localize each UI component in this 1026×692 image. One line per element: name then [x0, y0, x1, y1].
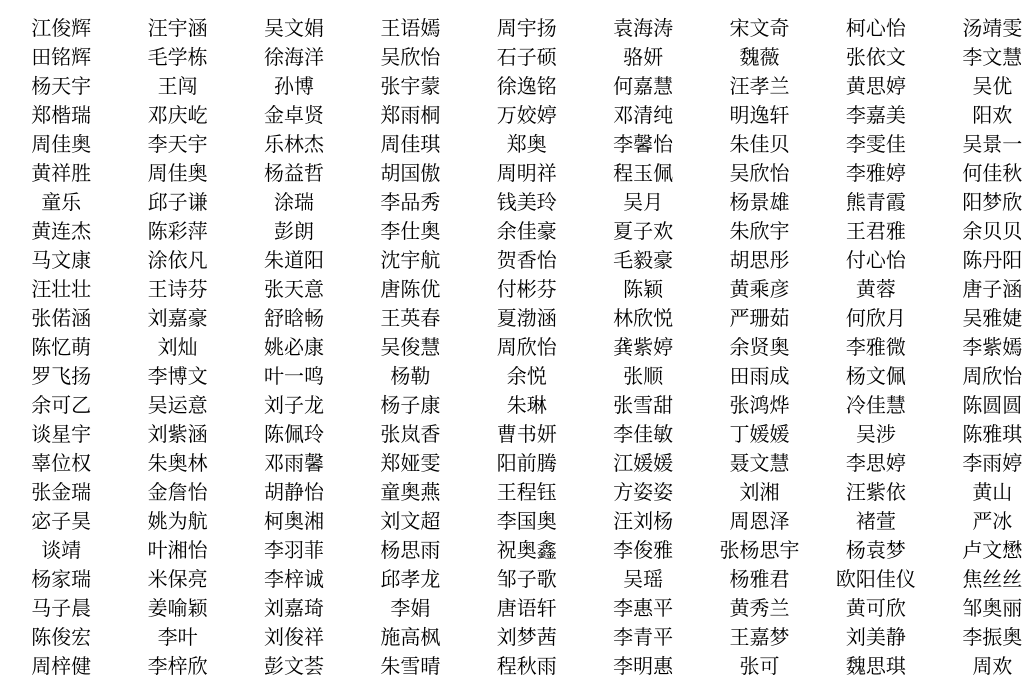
- name-cell: 辜位权: [31, 450, 92, 475]
- name-cell: 周佳琪: [380, 131, 441, 156]
- name-cell: 陈雅琪: [962, 421, 1023, 446]
- name-cell: 邱孝龙: [380, 566, 441, 591]
- name-cell: 严珊茹: [729, 305, 790, 330]
- name-cell: 涂依凡: [147, 247, 208, 272]
- name-cell: 唐陈优: [380, 276, 441, 301]
- name-cell: 郑娅雯: [380, 450, 441, 475]
- name-cell: 姚必康: [263, 334, 324, 359]
- name-cell: 黄蓉: [855, 276, 896, 301]
- name-cell: 杨天宇: [31, 73, 92, 98]
- name-cell: 李叶: [157, 624, 198, 649]
- name-cell: 李品秀: [380, 189, 441, 214]
- name-cell: 李俊雅: [613, 537, 674, 562]
- name-cell: 龚紫婷: [613, 334, 674, 359]
- name-cell: 马文康: [31, 247, 92, 272]
- name-cell: 吴运意: [147, 392, 208, 417]
- name-cell: 陈佩玲: [263, 421, 324, 446]
- name-cell: 李明惠: [613, 653, 674, 678]
- name-cell: 程秋雨: [496, 653, 557, 678]
- name-cell: 吴景一: [962, 131, 1023, 156]
- name-cell: 刘嘉琦: [263, 595, 324, 620]
- name-cell: 吴文娟: [263, 15, 324, 40]
- name-cell: 朱奥林: [147, 450, 208, 475]
- name-cell: 钱美玲: [496, 189, 557, 214]
- name-cell: 付彬芬: [496, 276, 557, 301]
- name-cell: 张顺: [623, 363, 664, 388]
- name-cell: 周欣怡: [962, 363, 1023, 388]
- name-cell: 汪孝兰: [729, 73, 790, 98]
- name-cell: 李雅婷: [845, 160, 906, 185]
- name-cell: 魏薇: [739, 44, 780, 69]
- name-cell: 褚萱: [855, 508, 896, 533]
- name-cell: 徐逸铭: [496, 73, 557, 98]
- name-cell: 张岚香: [380, 421, 441, 446]
- name-cell: 杨文佩: [845, 363, 906, 388]
- name-cell: 沈宇航: [380, 247, 441, 272]
- name-cell: 何欣月: [845, 305, 906, 330]
- name-cell: 李天宇: [147, 131, 208, 156]
- name-cell: 黄乘彦: [729, 276, 790, 301]
- name-cell: 夏渤涵: [496, 305, 557, 330]
- name-cell: 田雨成: [729, 363, 790, 388]
- name-cell: 吴欣怡: [380, 44, 441, 69]
- name-cell: 王程钰: [496, 479, 557, 504]
- name-cell: 王诗芬: [147, 276, 208, 301]
- name-cell: 涂瑞: [273, 189, 314, 214]
- name-cell: 张天意: [263, 276, 324, 301]
- name-cell: 宓子昊: [31, 508, 92, 533]
- name-cell: 唐子涵: [962, 276, 1023, 301]
- name-cell: 聂文慧: [729, 450, 790, 475]
- name-cell: 黄山: [972, 479, 1013, 504]
- name-cell: 黄可欣: [845, 595, 906, 620]
- name-cell: 魏思琪: [845, 653, 906, 678]
- name-cell: 张金瑞: [31, 479, 92, 504]
- name-cell: 杨袁梦: [845, 537, 906, 562]
- name-cell: 汪刘杨: [613, 508, 674, 533]
- name-cell: 李雯佳: [845, 131, 906, 156]
- name-cell: 李嘉美: [845, 102, 906, 127]
- name-cell: 田铭辉: [31, 44, 92, 69]
- name-cell: 张鸿烨: [729, 392, 790, 417]
- name-cell: 张杨思宇: [719, 537, 800, 562]
- name-cell: 余贤奥: [729, 334, 790, 359]
- name-cell: 金卓贤: [263, 102, 324, 127]
- name-cell: 陈忆萌: [31, 334, 92, 359]
- name-cell: 郑雨桐: [380, 102, 441, 127]
- name-cell: 张依文: [845, 44, 906, 69]
- name-cell: 李思婷: [845, 450, 906, 475]
- name-cell: 周欣怡: [496, 334, 557, 359]
- name-cell: 李青平: [613, 624, 674, 649]
- name-cell: 朱欣宇: [729, 218, 790, 243]
- name-cell: 周梓健: [31, 653, 92, 678]
- name-cell: 陈彩萍: [147, 218, 208, 243]
- name-cell: 余悦: [506, 363, 547, 388]
- name-cell: 邓庆屹: [147, 102, 208, 127]
- name-cell: 汪紫依: [845, 479, 906, 504]
- name-cell: 刘灿: [157, 334, 198, 359]
- name-cell: 刘子龙: [263, 392, 324, 417]
- name-cell: 王语嫣: [380, 15, 441, 40]
- name-cell: 朱雪晴: [380, 653, 441, 678]
- name-cell: 周佳奥: [147, 160, 208, 185]
- name-cell: 吴优: [972, 73, 1013, 98]
- name-cell: 李博文: [147, 363, 208, 388]
- name-cell: 马子晨: [31, 595, 92, 620]
- name-cell: 孙博: [273, 73, 314, 98]
- name-cell: 陈俊宏: [31, 624, 92, 649]
- name-cell: 阳欢: [972, 102, 1013, 127]
- name-cell: 陈丹阳: [962, 247, 1023, 272]
- name-cell: 焦丝丝: [962, 566, 1023, 591]
- name-cell: 徐海洋: [263, 44, 324, 69]
- name-cell: 邹子歌: [496, 566, 557, 591]
- name-cell: 刘嘉豪: [147, 305, 208, 330]
- name-cell: 明逸轩: [729, 102, 790, 127]
- name-cell: 王英春: [380, 305, 441, 330]
- name-cell: 何嘉慧: [613, 73, 674, 98]
- name-cell: 胡思彤: [729, 247, 790, 272]
- name-cell: 杨勒: [390, 363, 431, 388]
- name-cell: 李梓诚: [263, 566, 324, 591]
- name-cell: 方姿姿: [613, 479, 674, 504]
- name-cell: 祝奥鑫: [496, 537, 557, 562]
- name-cell: 李雨婷: [962, 450, 1023, 475]
- name-cell: 余贝贝: [962, 218, 1023, 243]
- name-cell: 付心怡: [845, 247, 906, 272]
- name-cell: 张偌涵: [31, 305, 92, 330]
- name-cell: 柯奥湘: [263, 508, 324, 533]
- name-cell: 郑楷瑞: [31, 102, 92, 127]
- name-cell: 袁海涛: [613, 15, 674, 40]
- name-cell: 李馨怡: [613, 131, 674, 156]
- name-cell: 刘美静: [845, 624, 906, 649]
- name-cell: 柯心怡: [845, 15, 906, 40]
- name-cell: 冷佳慧: [845, 392, 906, 417]
- name-cell: 吴俊慧: [380, 334, 441, 359]
- name-cell: 胡静怡: [263, 479, 324, 504]
- name-cell: 童奥燕: [380, 479, 441, 504]
- name-cell: 何佳秋: [962, 160, 1023, 185]
- name-cell: 胡国傲: [380, 160, 441, 185]
- name-cell: 丁媛媛: [729, 421, 790, 446]
- name-cell: 周恩泽: [729, 508, 790, 533]
- name-cell: 黄秀兰: [729, 595, 790, 620]
- name-cell: 张可: [739, 653, 780, 678]
- name-cell: 彭文荟: [263, 653, 324, 678]
- name-cell: 刘梦茜: [496, 624, 557, 649]
- name-cell: 陈颖: [623, 276, 664, 301]
- name-cell: 童乐: [41, 189, 82, 214]
- name-cell: 宋文奇: [729, 15, 790, 40]
- name-cell: 吴欣怡: [729, 160, 790, 185]
- name-cell: 张宇蒙: [380, 73, 441, 98]
- name-cell: 阳梦欣: [962, 189, 1023, 214]
- name-cell: 刘文超: [380, 508, 441, 533]
- name-cell: 阳前腾: [496, 450, 557, 475]
- name-cell: 姚为航: [147, 508, 208, 533]
- name-cell: 刘紫涵: [147, 421, 208, 446]
- name-cell: 黄连杰: [31, 218, 92, 243]
- name-cell: 李紫嫣: [962, 334, 1023, 359]
- name-cell: 吴瑶: [623, 566, 664, 591]
- name-cell: 夏子欢: [613, 218, 674, 243]
- name-cell: 杨思雨: [380, 537, 441, 562]
- name-cell: 严冰: [972, 508, 1013, 533]
- name-cell: 熊青霞: [845, 189, 906, 214]
- name-cell: 吴雅婕: [962, 305, 1023, 330]
- name-cell: 叶湘怡: [147, 537, 208, 562]
- name-cell: 李佳敏: [613, 421, 674, 446]
- name-cell: 余佳豪: [496, 218, 557, 243]
- name-cell: 谈靖: [41, 537, 82, 562]
- name-cell: 李梓欣: [147, 653, 208, 678]
- name-cell: 杨家瑞: [31, 566, 92, 591]
- name-cell: 毛毅豪: [613, 247, 674, 272]
- name-cell: 贺香怡: [496, 247, 557, 272]
- name-cell: 施高枫: [380, 624, 441, 649]
- name-cell: 林欣悦: [613, 305, 674, 330]
- name-cell: 江媛媛: [613, 450, 674, 475]
- name-cell: 万姣婷: [496, 102, 557, 127]
- name-cell: 谈星宇: [31, 421, 92, 446]
- name-cell: 舒晗畅: [263, 305, 324, 330]
- name-cell: 周宇扬: [496, 15, 557, 40]
- name-cell: 罗飞扬: [31, 363, 92, 388]
- name-cell: 朱佳贝: [729, 131, 790, 156]
- name-cell: 金詹怡: [147, 479, 208, 504]
- name-cell: 刘湘: [739, 479, 780, 504]
- name-cell: 郑奥: [506, 131, 547, 156]
- name-cell: 江俊辉: [31, 15, 92, 40]
- name-cell: 李振奥: [962, 624, 1023, 649]
- name-cell: 李羽菲: [263, 537, 324, 562]
- name-cell: 李惠平: [613, 595, 674, 620]
- name-cell: 杨益哲: [263, 160, 324, 185]
- name-cell: 黄祥胜: [31, 160, 92, 185]
- name-cell: 周欢: [972, 653, 1013, 678]
- name-cell: 李仕奥: [380, 218, 441, 243]
- name-cell: 刘俊祥: [263, 624, 324, 649]
- name-cell: 李雅微: [845, 334, 906, 359]
- name-cell: 石子硕: [496, 44, 557, 69]
- name-cell: 杨子康: [380, 392, 441, 417]
- name-cell: 王嘉梦: [729, 624, 790, 649]
- name-cell: 彭朗: [273, 218, 314, 243]
- name-cell: 姜喻颖: [147, 595, 208, 620]
- name-cell: 乐林杰: [263, 131, 324, 156]
- name-cell: 杨景雄: [729, 189, 790, 214]
- name-cell: 周佳奥: [31, 131, 92, 156]
- name-cell: 骆妍: [623, 44, 664, 69]
- name-cell: 王君雅: [845, 218, 906, 243]
- name-cell: 周明祥: [496, 160, 557, 185]
- name-cell: 卢文懋: [962, 537, 1023, 562]
- name-cell: 李娟: [390, 595, 431, 620]
- name-cell: 毛学栋: [147, 44, 208, 69]
- name-cell: 李国奥: [496, 508, 557, 533]
- name-cell: 杨雅君: [729, 566, 790, 591]
- name-cell: 吴涉: [855, 421, 896, 446]
- name-cell: 张雪甜: [613, 392, 674, 417]
- name-cell: 米保亮: [147, 566, 208, 591]
- name-cell: 曹书妍: [496, 421, 557, 446]
- name-cell: 邹奥丽: [962, 595, 1023, 620]
- name-cell: 程玉佩: [613, 160, 674, 185]
- name-cell: 邓清纯: [613, 102, 674, 127]
- name-cell: 李文慧: [962, 44, 1023, 69]
- name-cell: 唐语轩: [496, 595, 557, 620]
- name-cell: 朱道阳: [263, 247, 324, 272]
- name-cell: 汪壮壮: [31, 276, 92, 301]
- name-cell: 王闯: [157, 73, 198, 98]
- name-cell: 汤靖雯: [962, 15, 1023, 40]
- name-cell: 叶一鸣: [263, 363, 324, 388]
- name-cell: 汪宇涵: [147, 15, 208, 40]
- name-cell: 欧阳佳仪: [835, 566, 916, 591]
- name-cell: 吴月: [623, 189, 664, 214]
- name-cell: 朱琳: [506, 392, 547, 417]
- name-cell: 邱子谦: [147, 189, 208, 214]
- name-cell: 陈圆圆: [962, 392, 1023, 417]
- name-cell: 邓雨馨: [263, 450, 324, 475]
- name-cell: 余可乙: [31, 392, 92, 417]
- name-cell: 黄思婷: [845, 73, 906, 98]
